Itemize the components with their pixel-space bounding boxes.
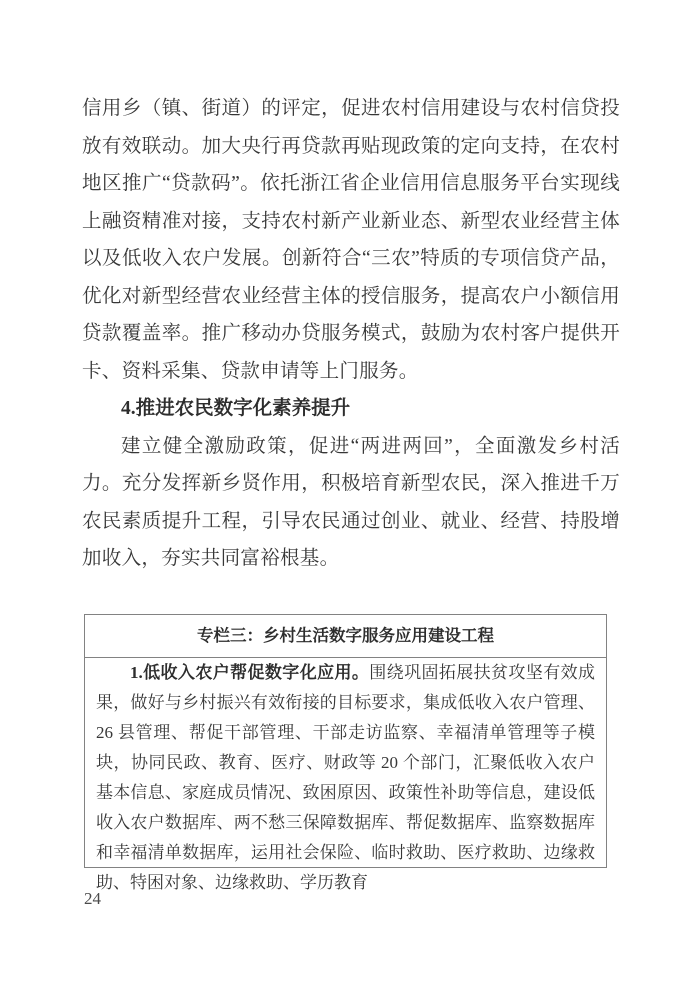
box-item-1-text: 围绕巩固拓展扶贫攻坚有效成果，做好与乡村振兴有效衔接的目标要求，集成低收入农户管理、26 县管理、帮促干部管理、干部走访监察、幸福清单管理等子模块，协同民政、教育、医疗、财政等 20 个部门，汇聚低收入农户基本信息、家庭成员情况、致困原因、政策性补助等信息，建设低收入农户数据库、两不愁三保障数据库、帮促数据库、监察数据库和幸福清单数据库，运用社会保险、临时救助、医疗救助、边缘救助、特困对象、边缘救助、学历教育 bbox=[96, 663, 596, 892]
column-box-title: 专栏三：乡村生活数字服务应用建设工程 bbox=[85, 615, 606, 658]
section-heading-4: 4.推进农民数字化素养提升 bbox=[121, 398, 351, 419]
paragraph-incentive-policy: 建立健全激励政策，促进“两进两回”，全面激发乡村活力。充分发挥新乡贤作用，积极培育新型农民，深入推进千万农民素质提升工程，引导农民通过创业、就业、经营、持股增加收入，夯实共同富裕根基。 bbox=[82, 435, 620, 569]
page-body bbox=[82, 90, 620, 578]
page-number: 24 bbox=[84, 889, 101, 908]
column-box-content bbox=[85, 658, 606, 898]
box-item-1-lead: 1.低收入农户帮促数字化应用。 bbox=[130, 663, 370, 682]
column-box-3 bbox=[84, 614, 607, 892]
paragraph-continuation: 信用乡（镇、街道）的评定，促进农村信用建设与农村信贷投放有效联动。加大央行再贷款再贴现政策的定向支持，在农村地区推广“贷款码”。依托浙江省企业信用信息服务平台实现线上融资精准对接，支持农村新产业新业态、新型农业经营主体以及低收入农户发展。创新符合“三农”特质的专项信贷产品，优化对新型经营农业经营主体的授信服务，提高农户小额信用贷款覆盖率。推广移动办贷服务模式，鼓励为农村客户提供开卡、资料采集、贷款申请等上门服务。 bbox=[82, 98, 620, 382]
